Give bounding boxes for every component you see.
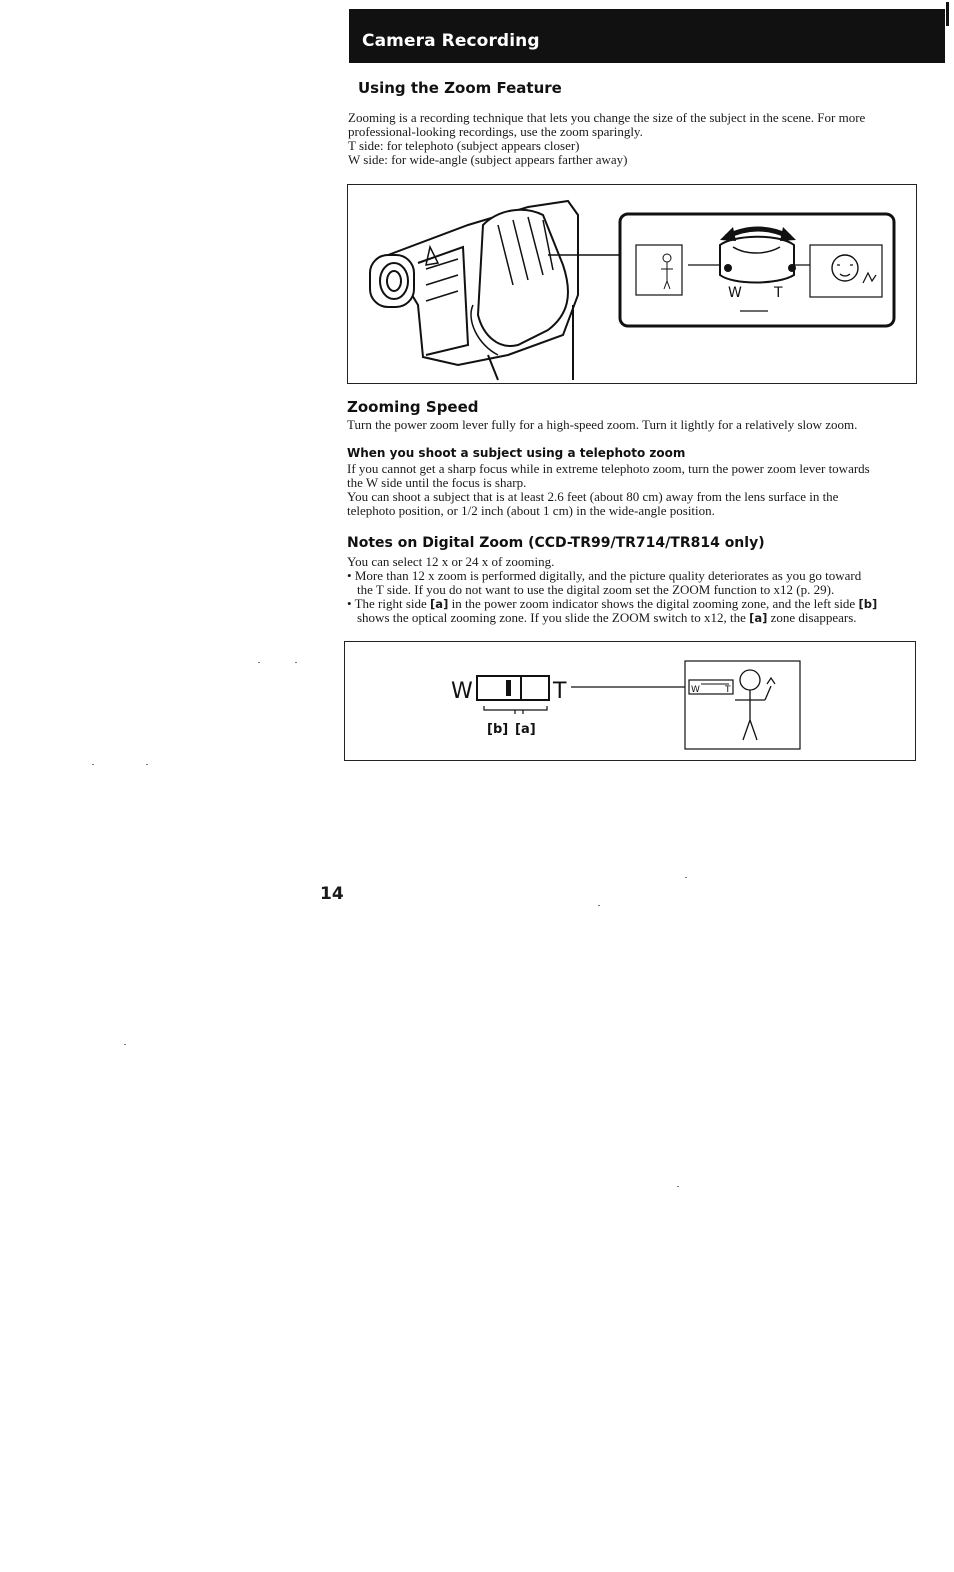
bullet-1 [347,569,877,583]
zoom-intro-line: W side: for wide-angle (subject appears farther away) [348,152,628,167]
telephoto-text [347,462,870,518]
figure-camcorder-zoom [347,184,917,384]
bullet-2-text-c: shows the optical zooming zone. If you slide the ZOOM switch to x12, the [357,610,750,625]
mini-indicator-t: T [725,685,731,695]
bullet-2-line2 [347,611,877,625]
tag-a: [a] [430,597,449,611]
scan-speck [598,905,600,906]
bullet-2-text-a: The right side [354,596,431,611]
indicator-w: W [451,679,473,704]
label-b: [b] [487,722,509,737]
indicator-t: T [553,679,567,704]
tag-b: [b] [858,597,878,611]
scan-speck [258,662,260,663]
telephoto-line: You can shoot a subject that is at least 2.6 feet (about 80 cm) away from the lens surface in the [347,489,839,504]
scan-speck [677,1186,679,1187]
digital-zoom-heading: Notes on Digital Zoom (CCD-TR99/TR714/TR814 only) [347,535,765,551]
bullet-2-text-b: in the power zoom indicator shows the digital zooming zone, and the left side [448,596,859,611]
tag-a: [a] [749,611,768,625]
section-title: Camera Recording [362,31,540,51]
lever-t-label: T [774,285,783,301]
bullet-mark: • [347,596,352,611]
scan-speck [92,764,94,765]
bullet-mark: • [347,568,352,583]
figure-zoom-indicator [344,641,916,761]
bullet-1-line1: More than 12 x zoom is performed digitally, and the picture quality deteriorates as you go toward [354,568,862,583]
telephoto-heading: When you shoot a subject using a telephoto zoom [347,446,686,460]
scan-speck [295,662,297,663]
zooming-speed-text: Turn the power zoom lever fully for a high-speed zoom. Turn it lightly for a relatively slow zoom. [347,417,858,432]
bullet-1-line2: the T side. If you do not want to use the digital zoom set the ZOOM function to x12 (p. 29). [357,582,835,597]
digital-zoom-intro: You can select 12 x or 24 x of zooming. [347,554,555,569]
zoom-indicator-illustration [345,642,915,760]
bullet-2 [347,597,877,611]
telephoto-line: If you cannot get a sharp focus while in extreme telephoto zoom, turn the power zoom lever towards [347,461,870,476]
lever-w-label: W [728,285,742,301]
zoom-intro-line: professional-looking recordings, use the zoom sparingly. [348,124,643,139]
zoom-intro-line: T side: for telephoto (subject appears closer) [348,138,580,153]
digital-zoom-notes [347,555,877,625]
zoom-heading: Using the Zoom Feature [358,79,562,97]
scan-speck [146,764,148,765]
page-number: 14 [320,884,344,904]
bullet-2-text-d: zone disappears. [767,610,857,625]
label-a: [a] [515,722,536,737]
mini-indicator-w: W [691,685,700,695]
telephoto-line: telephoto position, or 1/2 inch (about 1 cm) in the wide-angle position. [347,503,715,518]
zoom-intro [348,111,865,167]
zoom-intro-line: Zooming is a recording technique that lets you change the size of the subject in the scene. For more [348,110,866,125]
camcorder-illustration [348,185,916,383]
telephoto-line: the W side until the focus is sharp. [347,475,527,490]
scan-speck [124,1044,126,1045]
edge-mark [946,2,949,26]
zooming-speed-heading: Zooming Speed [347,398,479,416]
scan-speck [685,877,687,878]
